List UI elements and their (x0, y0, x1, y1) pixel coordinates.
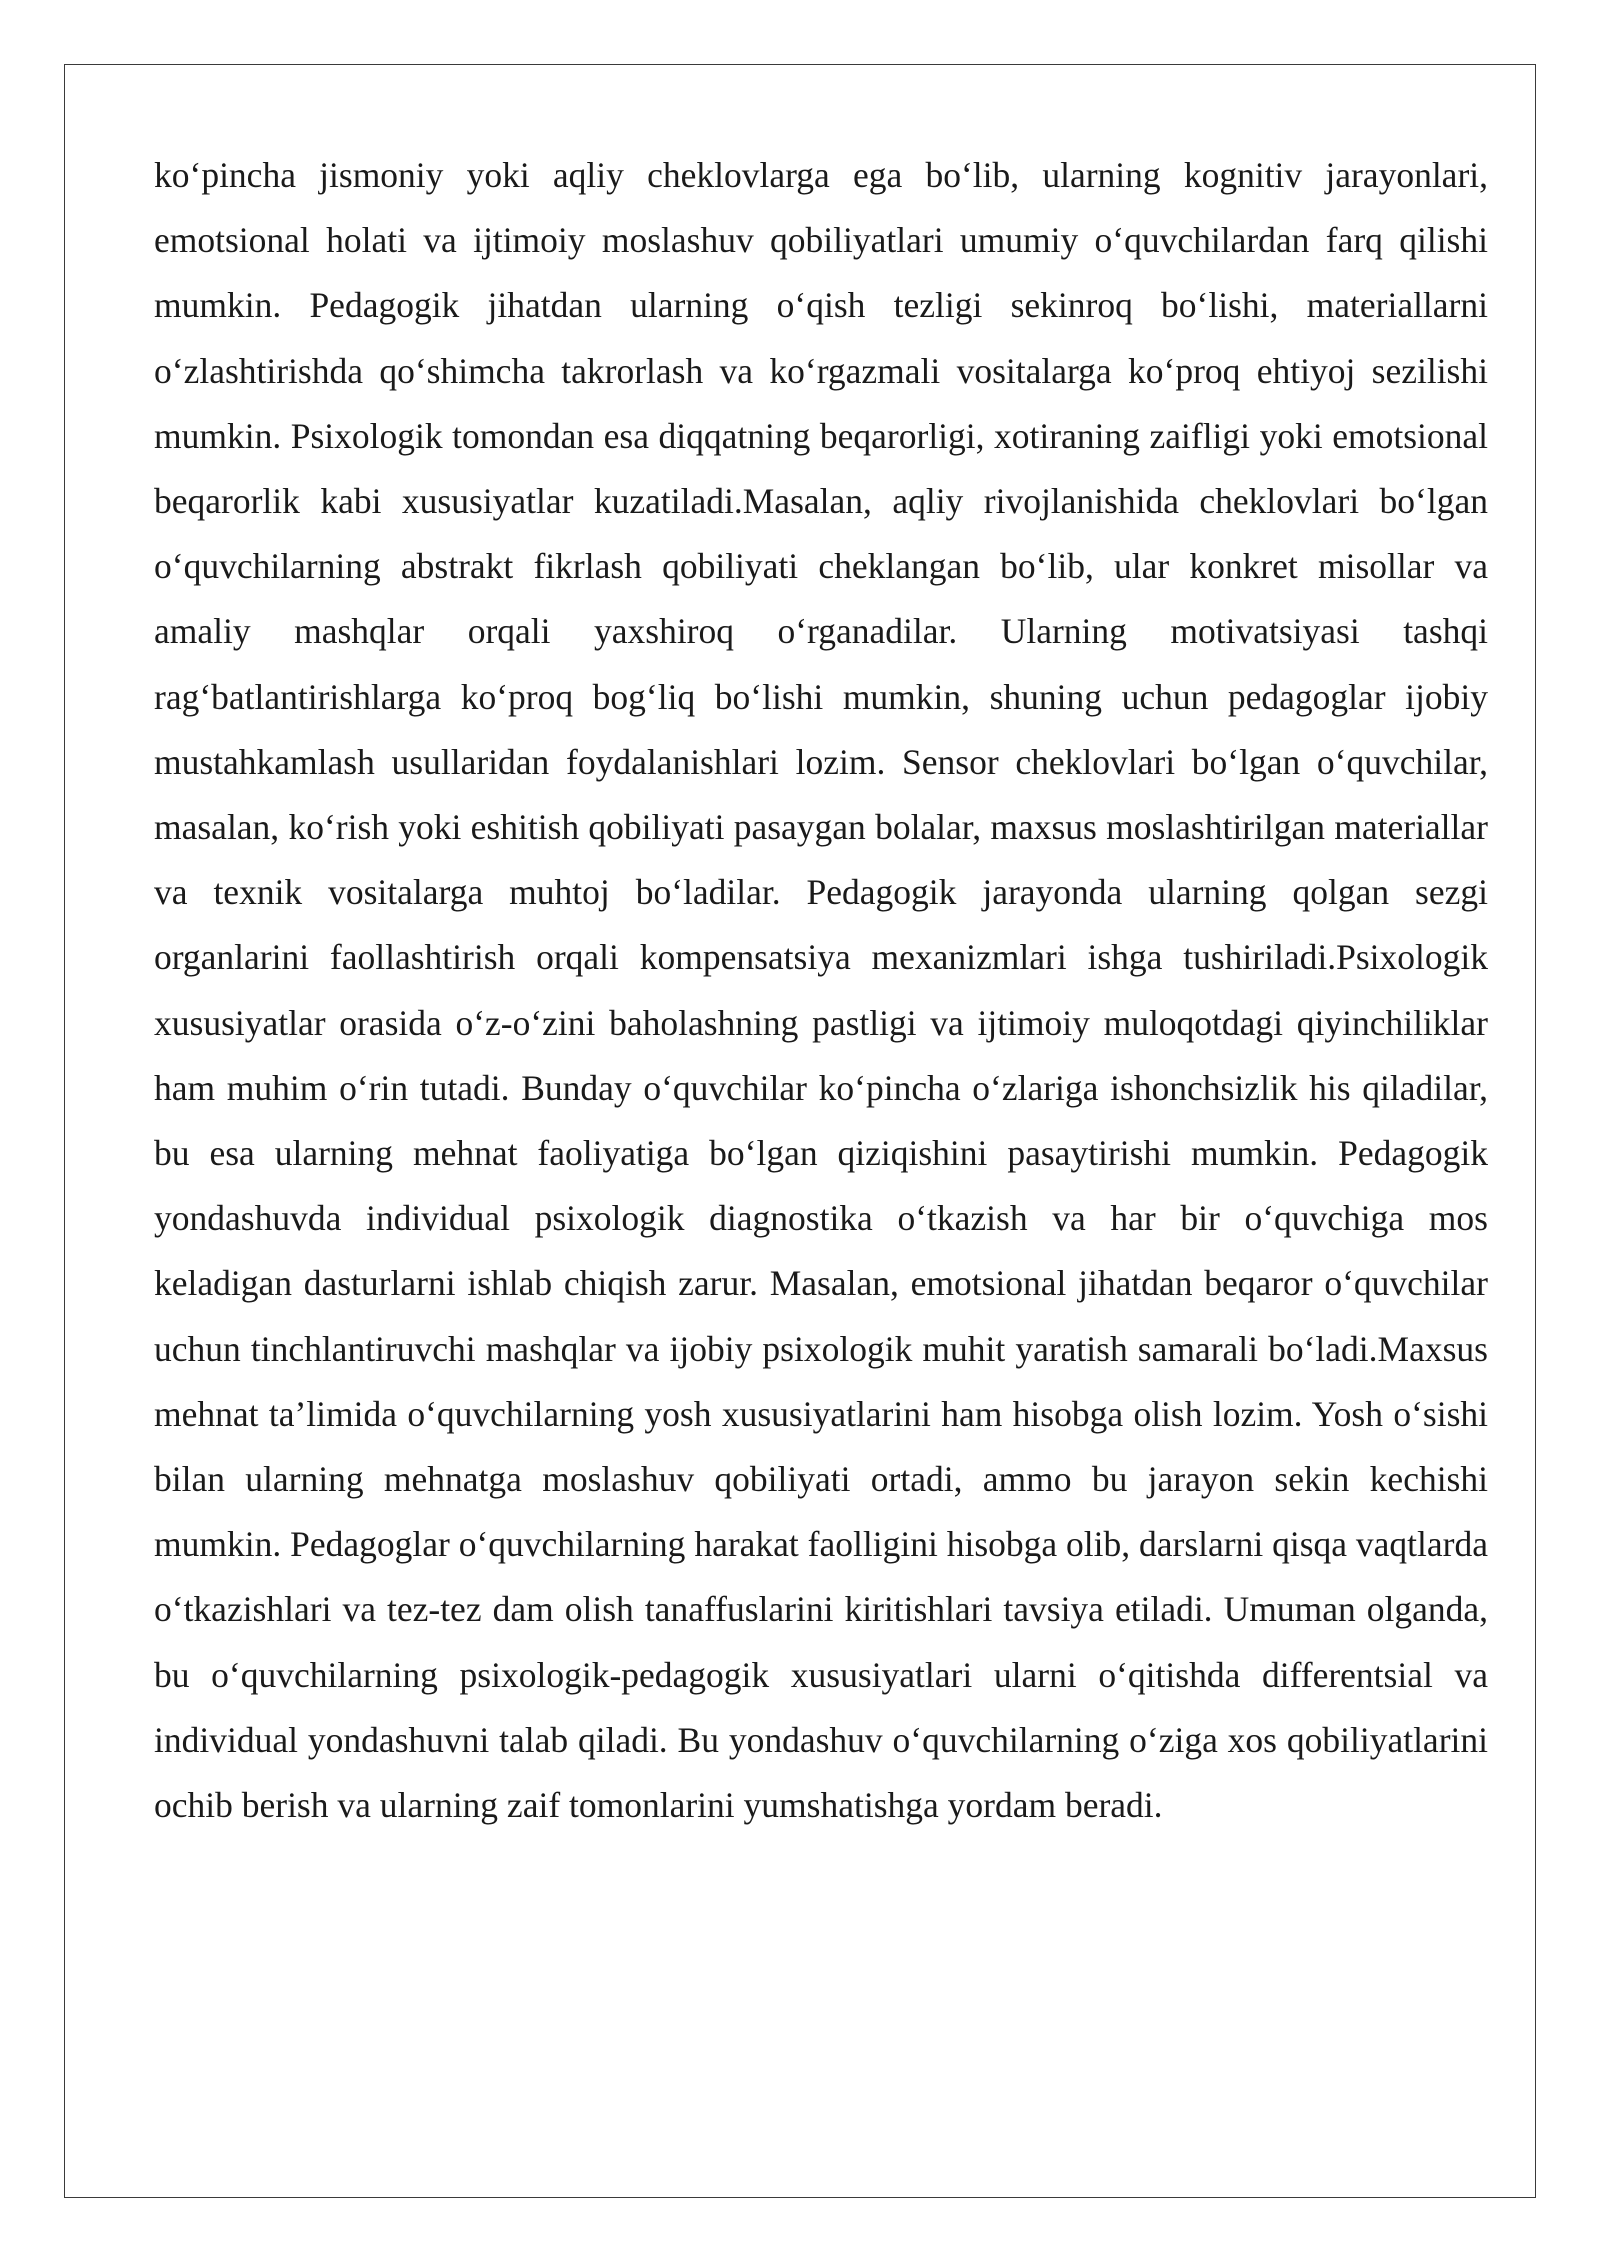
body-paragraph: ko‘pincha jismoniy yoki aqliy cheklovlarga ega bo‘lib, ularning kognitiv jarayonlari, emotsional holati va ijtimoiy moslashuv qobiliyatlari umumiy o‘quvchilardan farq qilishi mumkin. Pedagogik jihatdan ularning o‘qish tezligi sekinroq bo‘lishi, materiallarni o‘zlashtirishda qo‘shimcha takrorlash va ko‘rgazmali vositalarga ko‘proq ehtiyoj sezilishi mumkin. Psixologik tomondan esa diqqatning beqarorligi, xotiraning zaifligi yoki emotsional beqarorlik kabi xususiyatlar kuzatiladi.Masalan, aqliy rivojlanishida cheklovlari bo‘lgan o‘quvchilarning abstrakt fikrlash qobiliyati cheklangan bo‘lib, ular konkret misollar va amaliy mashqlar orqali yaxshiroq o‘rganadilar. Ularning motivatsiyasi tashqi rag‘batlantirishlarga ko‘proq bog‘liq bo‘lishi mumkin, shuning uchun pedagoglar ijobiy mustahkamlash usullaridan foydalanishlari lozim. Sensor cheklovlari bo‘lgan o‘quvchilar, masalan, ko‘rish yoki eshitish qobiliyati pasaygan bolalar, maxsus moslashtirilgan materiallar va texnik vositalarga muhtoj bo‘ladilar. Pedagogik jarayonda ularning qolgan sezgi organlarini faollashtirish orqali kompensatsiya mexanizmlari ishga tushiriladi.Psixologik xususiyatlar orasida o‘z-o‘zini baholashning pastligi va ijtimoiy muloqotdagi qiyinchiliklar ham muhim o‘rin tutadi. Bunday o‘quvchilar ko‘pincha o‘zlariga ishonchsizlik his qiladilar, bu esa ularning mehnat faoliyatiga bo‘lgan qiziqishini pasaytirishi mumkin. Pedagogik yondashuvda individual psixologik diagnostika o‘tkazish va har bir o‘quvchiga mos keladigan dasturlarni ishlab chiqish zarur. Masalan, emotsional jihatdan beqaror o‘quvchilar uchun tinchlantiruvchi mashqlar va ijobiy psixologik muhit yaratish samarali bo‘ladi.Maxsus mehnat ta’limida o‘quvchilarning yosh xususiyatlarini ham hisobga olish lozim. Yosh o‘sishi bilan ularning mehnatga moslashuv qobiliyati ortadi, ammo bu jarayon sekin kechishi mumkin. Pedagoglar o‘quvchilarning harakat faolligini hisobga olib, darslarni qisqa vaqtlarda o‘tkazishlari va tez-tez dam olish tanaffuslarini kiritishlari tavsiya etiladi. Umuman olganda, bu o‘quvchilarning psixologik-pedagogik xususiyatlari ularni o‘qitishda differentsial va individual yondashuvni talab qiladi. Bu yondashuv o‘quvchilarning o‘ziga xos qobiliyatlarini ochib berish va ularning zaif tomonlarini yumshatishga yordam beradi. (154, 155, 1488, 1826)
